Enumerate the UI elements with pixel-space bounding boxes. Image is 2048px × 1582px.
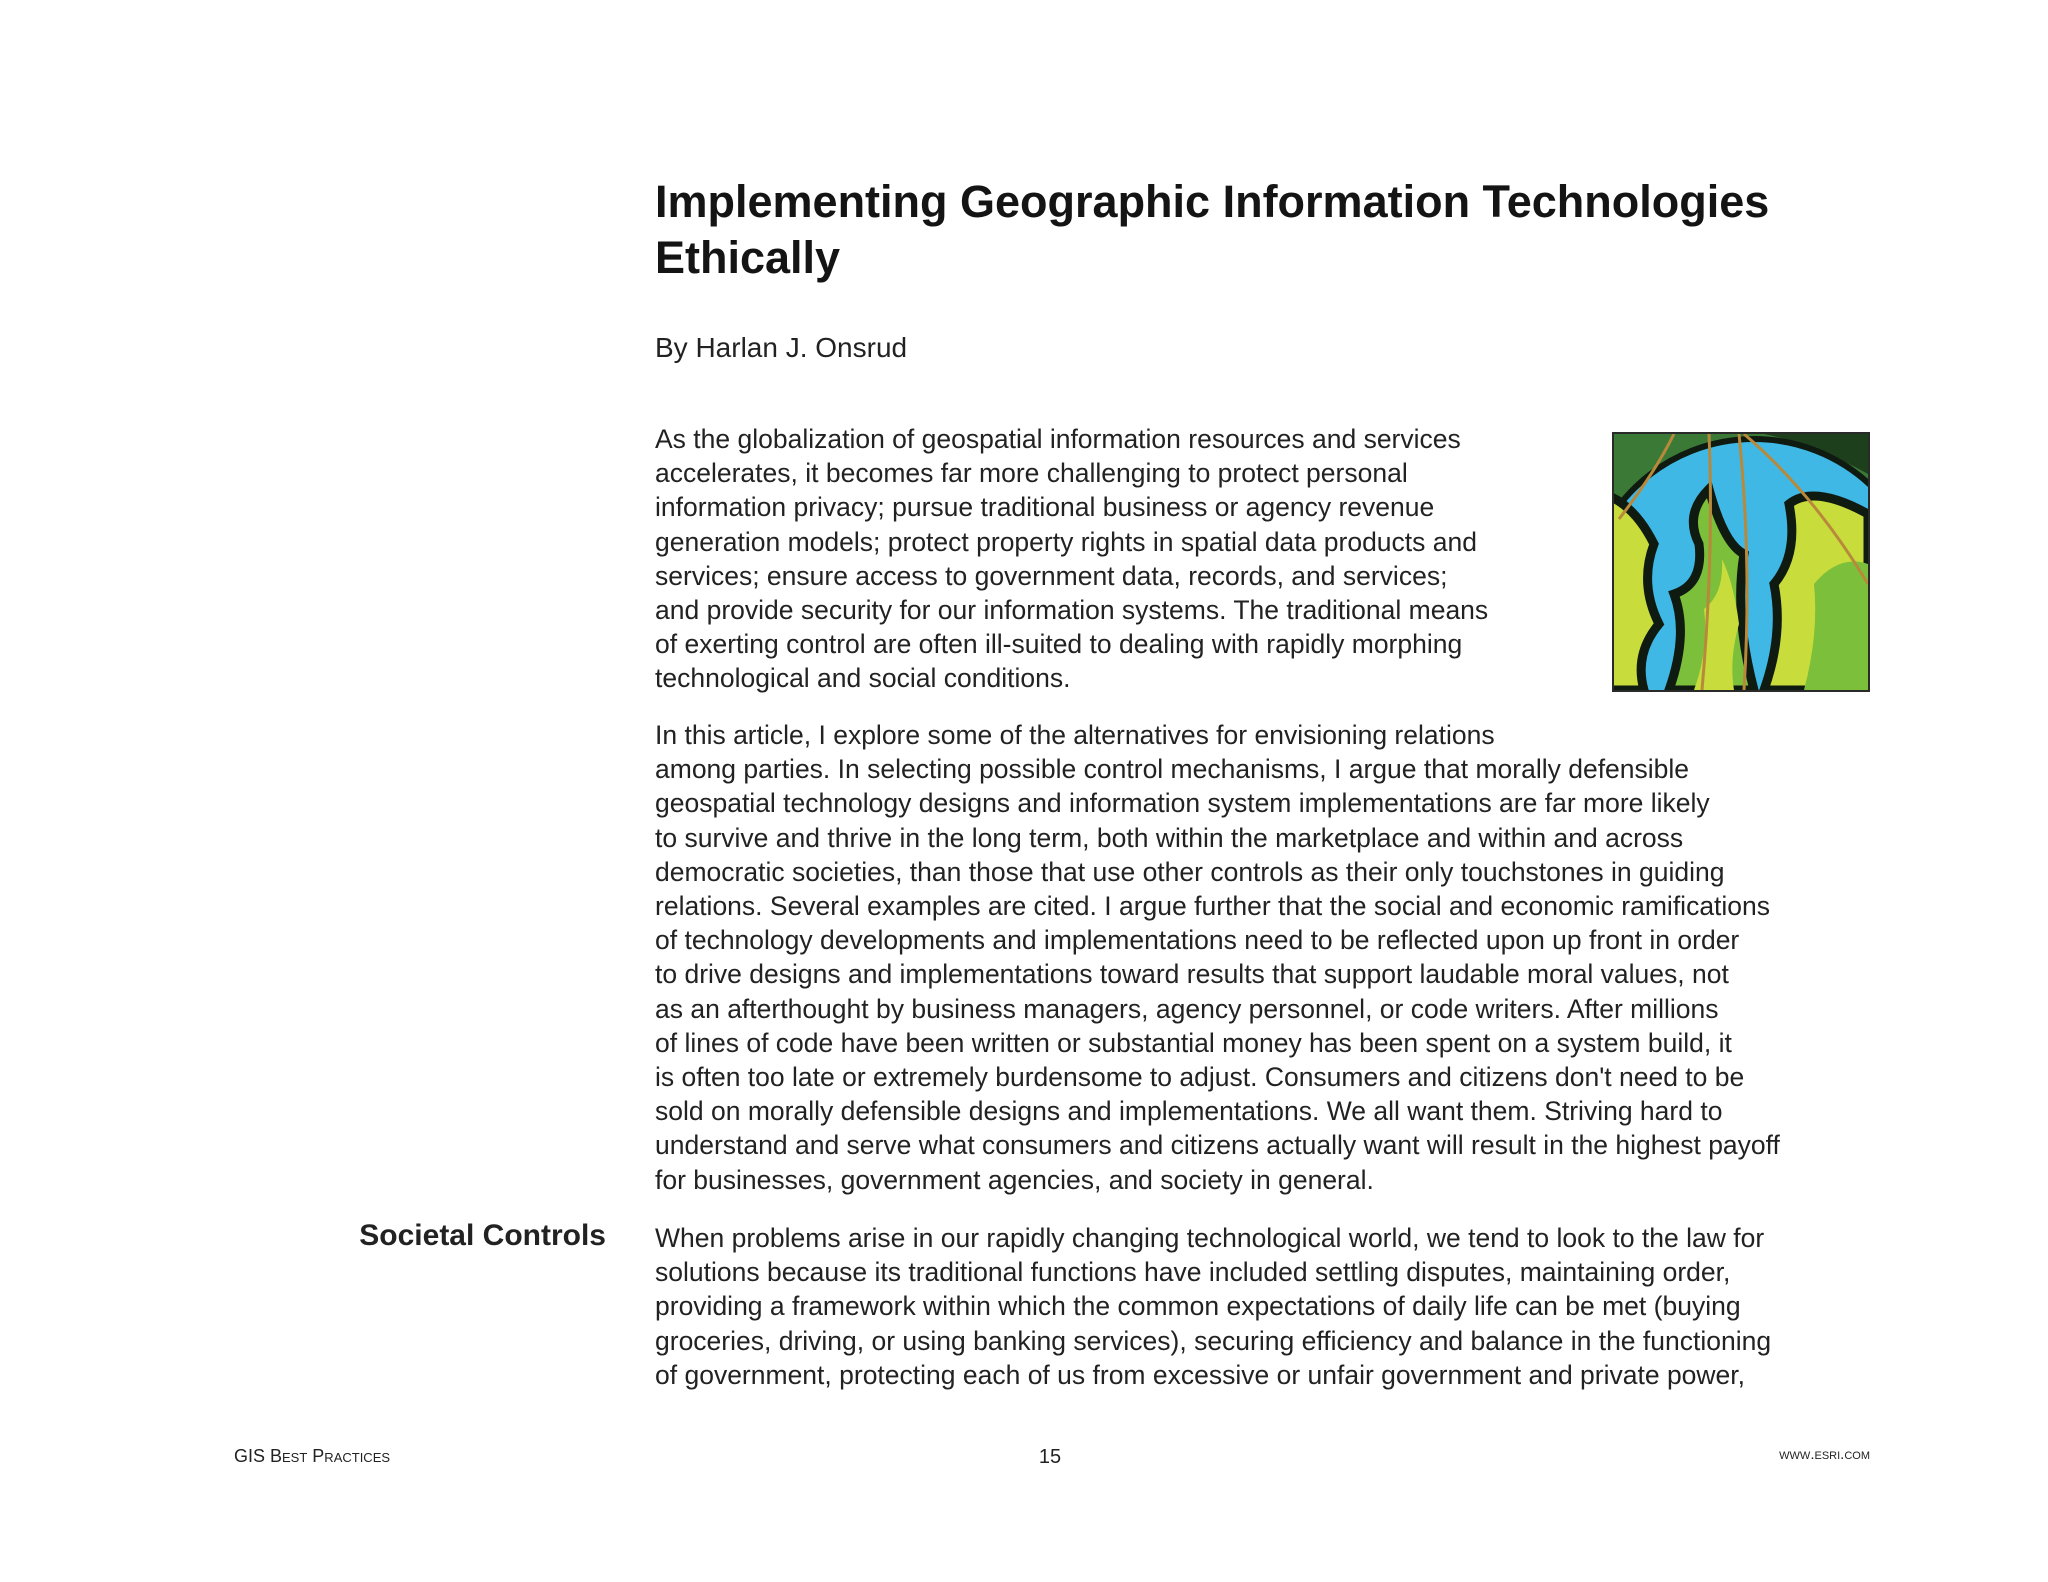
text-line: technological and social conditions. bbox=[655, 663, 1071, 694]
text-line: of lines of code have been written or substantial money has been spent on a system build, it bbox=[655, 1027, 1732, 1058]
text-line: accelerates, it becomes far more challenging to protect personal bbox=[655, 458, 1408, 489]
text-line: of government, protecting each of us from excessive or unfair government and private power, bbox=[655, 1359, 1746, 1390]
section-paragraph bbox=[655, 1221, 1880, 1392]
text-line: solutions because its traditional functions have included settling disputes, maintaining order, bbox=[655, 1257, 1731, 1288]
text-line: and provide security for our information systems. The traditional means bbox=[655, 595, 1489, 626]
text-line: relations. Several examples are cited. I argue further that the social and economic ramifications bbox=[655, 891, 1771, 922]
intro-paragraph bbox=[655, 422, 1570, 696]
text-line: In this article, I explore some of the alternatives for envisioning relations bbox=[655, 720, 1495, 750]
text-line: democratic societies, than those that use other controls as their only touchstones in guiding bbox=[655, 856, 1725, 887]
text-line: as an afterthought by business managers, agency personnel, or code writers. After millions bbox=[655, 993, 1719, 1024]
text-line: geospatial technology designs and information system implementations are far more likely bbox=[655, 788, 1710, 819]
section-heading: Societal Controls bbox=[359, 1219, 606, 1252]
text-line: is often too late or extremely burdensome to adjust. Consumers and citizens don't need to be bbox=[655, 1062, 1745, 1093]
text-line: for businesses, government agencies, and society in general. bbox=[655, 1164, 1374, 1195]
globe-icon bbox=[1614, 434, 1868, 690]
text-line: generation models; protect property rights in spatial data products and bbox=[655, 526, 1477, 557]
page-number: 15 bbox=[1038, 1446, 1062, 1468]
text-line: of exerting control are often ill-suited to dealing with rapidly morphing bbox=[655, 629, 1463, 660]
article-byline: By Harlan J. Onsrud bbox=[655, 332, 908, 363]
text-line: of technology developments and implementations need to be reflected upon up front in order bbox=[655, 925, 1740, 956]
footer-publication: GIS Best Practices bbox=[234, 1446, 391, 1466]
article-title: Implementing Geographic Information Technologies Ethically bbox=[655, 176, 1770, 283]
footer-website: www.esri.com bbox=[1779, 1446, 1870, 1463]
globe-illustration bbox=[1612, 432, 1870, 692]
text-line: information privacy; pursue traditional business or agency revenue bbox=[655, 492, 1435, 523]
text-line: services; ensure access to government data, records, and services; bbox=[655, 560, 1448, 591]
body-paragraph bbox=[655, 718, 1880, 1197]
text-line: to drive designs and implementations toward results that support laudable moral values, not bbox=[655, 959, 1729, 990]
text-line: sold on morally defensible designs and implementations. We all want them. Striving hard to bbox=[655, 1096, 1723, 1127]
text-line: When problems arise in our rapidly changing technological world, we tend to look to the law for bbox=[655, 1223, 1765, 1253]
text-line: among parties. In selecting possible control mechanisms, I argue that morally defensible bbox=[655, 754, 1690, 785]
text-line: groceries, driving, or using banking services), securing efficiency and balance in the functioning bbox=[655, 1325, 1772, 1356]
text-line: to survive and thrive in the long term, both within the marketplace and within and across bbox=[655, 822, 1684, 853]
text-line: providing a framework within which the common expectations of daily life can be met (buying bbox=[655, 1291, 1741, 1322]
text-line: As the globalization of geospatial information resources and services bbox=[655, 424, 1461, 454]
text-line: understand and serve what consumers and citizens actually want will result in the highest payoff bbox=[655, 1130, 1780, 1161]
